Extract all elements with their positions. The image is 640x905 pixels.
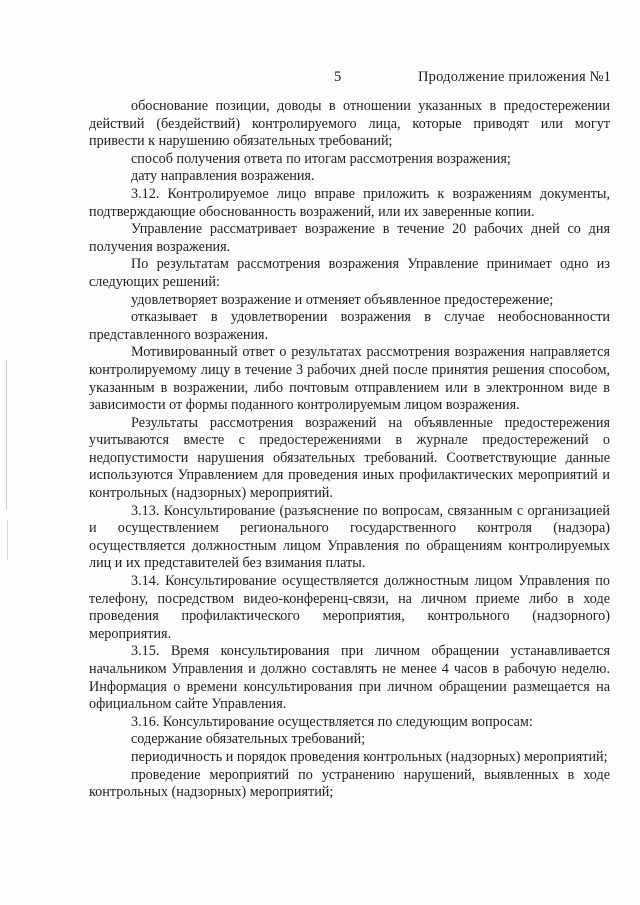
scan-edge-mark <box>7 520 8 560</box>
scan-edge-mark <box>6 360 7 510</box>
paragraph-results-journal: Результаты рассмотрения возражений на объявленные предостережения учитываются вместе с предостережениями в журнале предостережений о недопустимости нарушения обязательных требований. Соответствующие данные используются Управлением для проведения иных профилактических мероприятий и контрольных (надзорных) мероприятий. <box>89 414 610 502</box>
paragraph-3-16: 3.16. Консультирование осуществляется по следующим вопросам: <box>131 713 533 730</box>
paragraph-decision-refuse: отказывает в удовлетворении возражения в случае необоснованности представленного возражения. <box>89 309 610 343</box>
page-header <box>0 69 640 91</box>
appendix-continuation-title: Продолжение приложения №1 <box>418 69 612 85</box>
paragraph-3-15: 3.15. Время консультирования при личном обращении устанавливается начальником Управления и должно составлять не менее 4 часов в рабочую неделю. Информация о времени консультирования при личном обращении размещается на официальном сайте Управления. <box>89 643 610 713</box>
paragraph-response-method: способ получения ответа по итогам рассмотрения возражения; <box>131 150 511 167</box>
paragraph-objection-justification: обоснование позиции, доводы в отношении указанных в предостережении действий (бездействий) контролируемого лица, которые приводят или могут привести к нарушению обязательных требований; <box>89 98 610 150</box>
paragraph-3-14: 3.14. Консультирование осуществляется должностным лицом Управления по телефону, посредством видео-конференц-связи, на личном приеме либо в ходе проведения профилактического мероприятия, контрольного (надзорного) мероприятия. <box>89 573 610 642</box>
paragraph-3-12: 3.12. Контролируемое лицо вправе приложить к возражениям документы, подтверждающие обоснованность возражений, или их заверенные копии. <box>89 185 610 220</box>
paragraph-objection-date: дату направления возражения. <box>131 168 315 185</box>
document-body <box>89 98 610 802</box>
paragraph-decisions-intro: По результатам рассмотрения возражения Управление принимает одно из следующих решений: <box>89 256 610 290</box>
paragraph-decision-satisfy: удовлетворяет возражение и отменяет объявленное предостережение; <box>131 291 554 308</box>
paragraph-3-13: 3.13. Консультирование (разъяснение по вопросам, связанным с организацией и осуществлением регионального государственного контроля (надзора) осуществляется должностным лицом Управления по обращениям контролируемых лиц и их представителей без взимания платы. <box>89 502 610 572</box>
paragraph-review-period: Управление рассматривает возражение в течение 20 рабочих дней со дня получения возражения. <box>89 221 610 255</box>
paragraph-topic-remediation: проведение мероприятий по устранению нарушений, выявленных в ходе контрольных (надзорных) мероприятий; <box>89 766 610 801</box>
paragraph-topic-frequency: периодичность и порядок проведения контрольных (надзорных) мероприятий; <box>131 748 608 765</box>
paragraph-reasoned-response: Мотивированный ответ о результатах рассмотрения возражения направляется контролируемому лицу в течение 3 рабочих дней после принятия решения способом, указанным в возражении, либо почтовым отправлением или в электронном виде в зависимости от формы поданного контролируемым лицом возражения. <box>89 344 610 414</box>
page-number: 5 <box>334 69 342 85</box>
paragraph-topic-requirements: содержание обязательных требований; <box>131 731 366 748</box>
